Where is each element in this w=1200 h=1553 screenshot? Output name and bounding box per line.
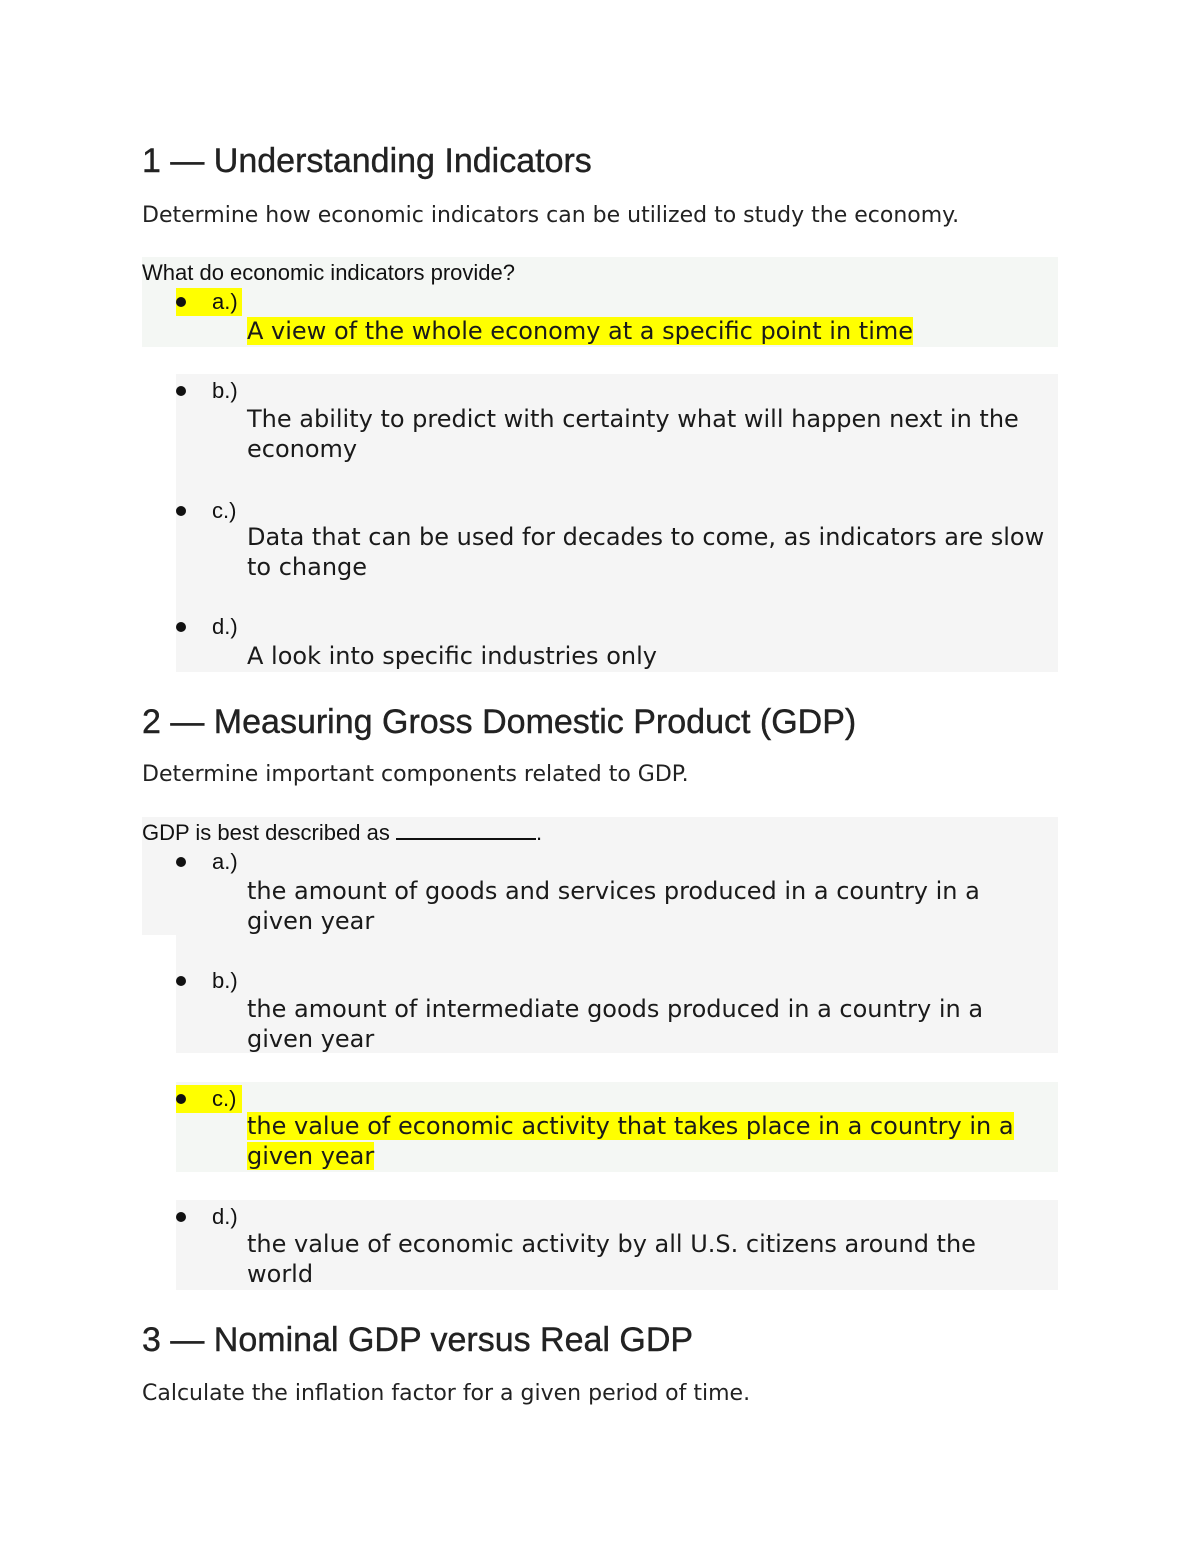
bullet-icon — [176, 622, 186, 632]
option-text: the value of economic activity that takes place in a country in a given year — [247, 1112, 1014, 1170]
option-text: the value of economic activity by all U.S. citizens around the world — [247, 1230, 976, 1288]
bullet-icon — [176, 506, 186, 516]
option-text: Data that can be used for decades to come, as indicators are slow to change — [247, 523, 1045, 581]
section-2-heading: 2 — Measuring Gross Domestic Product (GDP) — [142, 703, 857, 741]
option-letter: d.) — [212, 614, 238, 639]
option-letter: c.) — [212, 498, 237, 523]
option-text: A view of the whole economy at a specific point in time — [247, 317, 914, 345]
section-1-heading: 1 — Understanding Indicators — [142, 142, 592, 180]
bullet-icon — [176, 857, 186, 867]
option-letter: a.) — [212, 289, 238, 314]
option-text: the amount of goods and services produced in a country in a given year — [247, 877, 980, 935]
bullet-icon — [176, 1094, 186, 1104]
bullet-icon — [176, 1212, 186, 1222]
option-text: The ability to predict with certainty what will happen next in the economy — [247, 405, 1019, 463]
bullet-icon — [176, 976, 186, 986]
option-letter: b.) — [212, 968, 238, 993]
option-letter: a.) — [212, 849, 238, 874]
bullet-icon — [176, 386, 186, 396]
option-letter: c.) — [212, 1086, 237, 1111]
option-letter: d.) — [212, 1204, 238, 1229]
option-letter: b.) — [212, 378, 238, 403]
answer-blank — [396, 820, 536, 840]
section-3-objective: Calculate the inflation factor for a given period of time. — [142, 1381, 751, 1406]
section-1-objective: Determine how economic indicators can be utilized to study the economy. — [142, 203, 960, 228]
option-text: A look into specific industries only — [247, 642, 657, 670]
section-2-objective: Determine important components related to GDP. — [142, 762, 689, 787]
bullet-icon — [176, 297, 186, 307]
section-3-heading: 3 — Nominal GDP versus Real GDP — [142, 1321, 694, 1359]
section-1-question: What do economic indicators provide? — [142, 260, 515, 285]
section-2-question: GDP is best described as . — [142, 820, 543, 845]
option-text: the amount of intermediate goods produced in a country in a given year — [247, 995, 984, 1053]
